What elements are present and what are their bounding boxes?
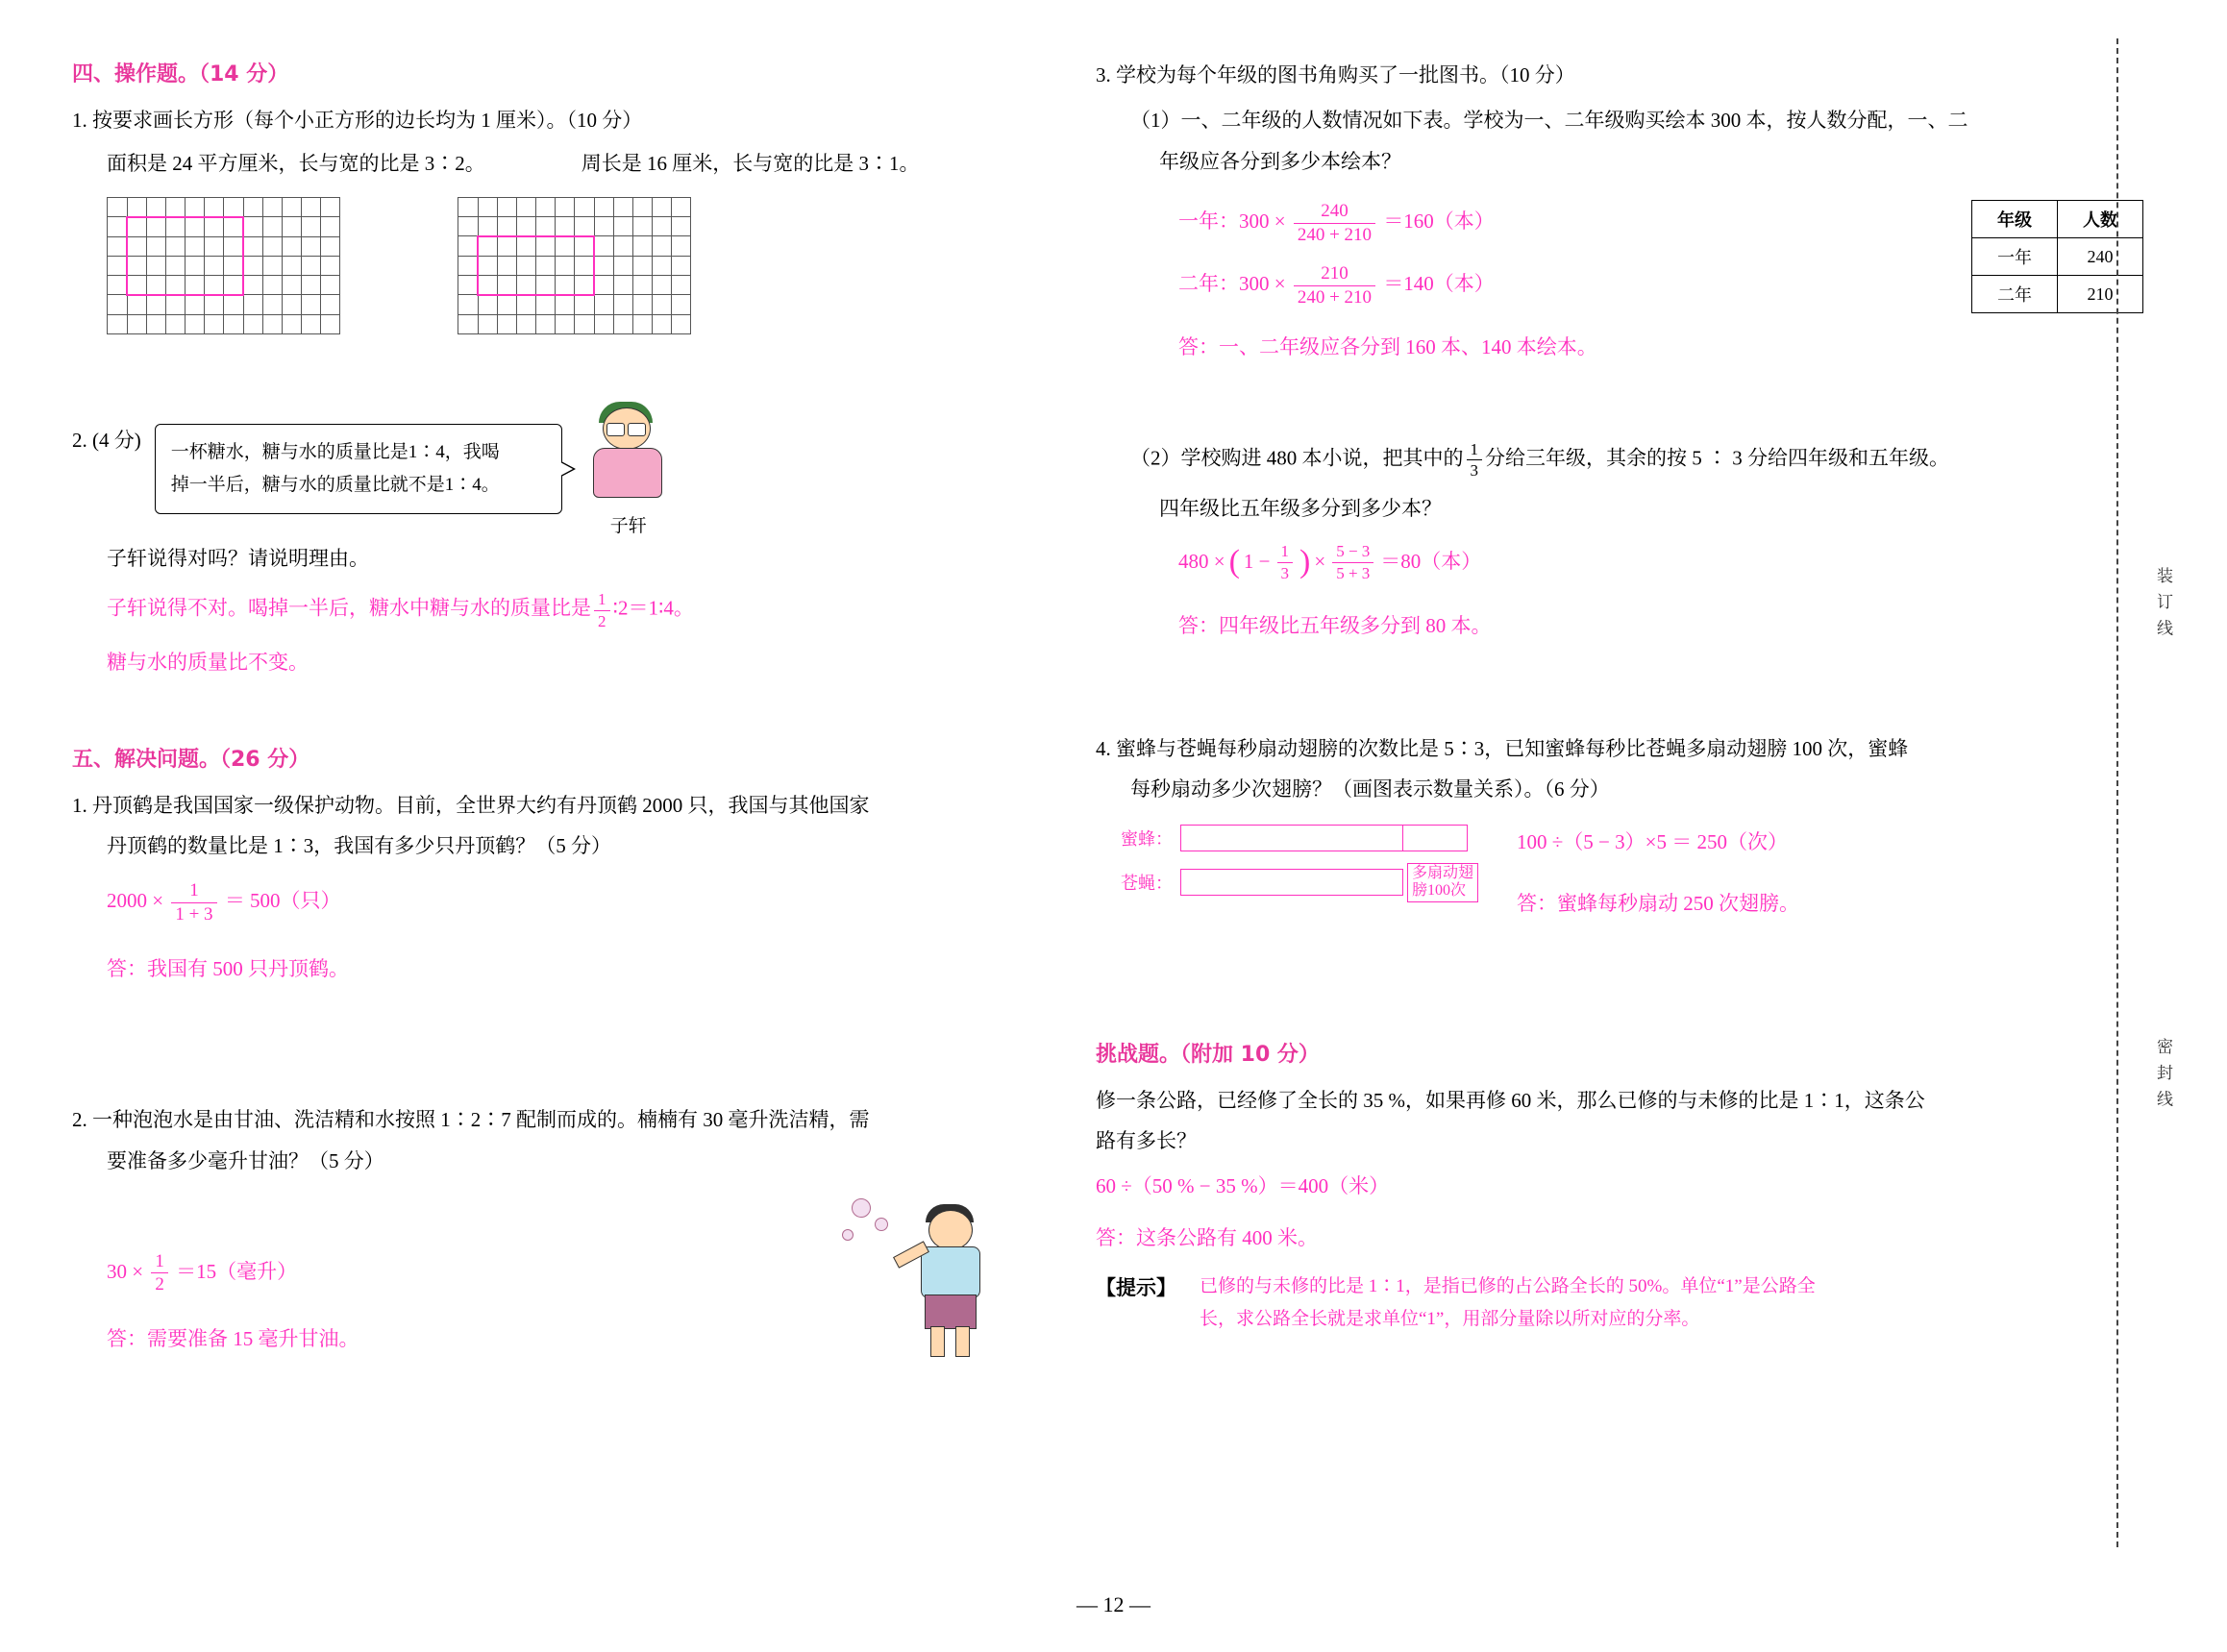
q3-eq3-fraction-2: $\frac{5 - 3}{5 + 3}$	[1332, 541, 1373, 583]
q3-line1: 3. 学校为每个年级的图书角购买了一批图书。（10 分）	[1096, 63, 1575, 86]
q3-sub2-line2: 四年级比五年级多分到多少本？	[1159, 496, 1442, 520]
cell-grade-2: 二年	[1972, 276, 2058, 313]
q5-1-fraction: $\frac{1}{1 + 3}$	[171, 879, 216, 926]
section-5-heading: 五、解决问题。（26 分）	[72, 747, 310, 772]
left-column	[72, 58, 1048, 1358]
q4-2-answer-line1b: ∶2＝1∶4。	[612, 596, 694, 620]
q3-eq2-pre: 二年：300 ×	[1178, 271, 1286, 295]
challenge-line1: 修一条公路，已经修了全长的 35 %，如果再修 60 米，那么已修的与未修的比是 1∶1，这条公	[1096, 1088, 1925, 1112]
q4-line1: 4. 蜜蜂与苍蝇每秒扇动翅膀的次数比是 5∶3，已知蜜蜂每秒比苍蝇多扇动翅膀 100 次，蜜蜂	[1096, 736, 1909, 760]
tip-label: 【提示】	[1096, 1275, 1176, 1299]
q3-sub1-line1: （1）一、二年级的人数情况如下表。学校为一、二年级购买绘本 300 本，按人数分配，一、二	[1130, 108, 1968, 132]
q5-2-line1: 2. 一种泡泡水是由甘油、洗洁精和水按照 1∶2∶7 配制而成的。楠楠有 30 毫升洗洁精，需	[72, 1108, 870, 1132]
q5-1-eq-pre: 2000 ×	[107, 889, 164, 913]
q3-sub2-fraction: $\frac{1}{3}$	[1467, 439, 1483, 481]
q4-2-answer-line2: 糖与水的质量比不变。	[107, 650, 309, 674]
side-text-binding: 装 订 线	[2154, 567, 2172, 639]
q3-eq1-post: ＝160（本）	[1383, 210, 1495, 234]
q4-1-sub-b: 周长是 16 厘米，长与宽的比是 3∶1。	[581, 151, 920, 175]
q3-eq1-pre: 一年：300 ×	[1178, 210, 1286, 234]
q5-2-line2: 要准备多少毫升甘油？（5 分）	[107, 1149, 384, 1173]
bubble-line-2: 掉一半后，糖与水的质量比就不是1∶4。	[170, 475, 500, 495]
q3-eq3-post: ＝80（本）	[1380, 550, 1482, 574]
q5-1-answer: 答：我国有 500 只丹顶鹤。	[107, 956, 349, 980]
tip-line-1: 已修的与未修的比是 1∶1，是指已修的占公路全长的 50%。单位“1”是公路全	[1200, 1275, 1816, 1296]
q3-eq2-fraction: $\frac{210}{240 + 210}$	[1294, 262, 1375, 309]
q4-1-sub-a: 面积是 24 平方厘米，长与宽的比是 3∶2。	[107, 151, 485, 175]
challenge-heading: 挑战题。（附加 10 分）	[1096, 1042, 1320, 1067]
q5-2-eq-pre: 30 ×	[107, 1259, 144, 1283]
q3-answer-1: 答：一、二年级应各分到 160 本、140 本绘本。	[1178, 335, 1597, 359]
diagram-note-2: 膀100次	[1412, 882, 1467, 900]
speech-bubble	[155, 424, 562, 514]
q3-eq3-fraction-1: $\frac{1}{3}$	[1277, 541, 1294, 583]
kid-name-label: 子轩	[609, 515, 647, 536]
q5-2-eq-post: ＝15（毫升）	[176, 1259, 298, 1283]
diagram-label-fly: 苍蝇：	[1121, 874, 1173, 894]
challenge-line2: 路有多长？	[1096, 1129, 1197, 1153]
cell-count-2: 210	[2058, 276, 2143, 313]
grid-figure-b	[458, 197, 691, 334]
page-number: — 12 —	[1076, 1592, 1151, 1616]
table-header-count: 人数	[2058, 201, 2143, 238]
grid-figure-a	[107, 197, 340, 334]
diagram-note-1: 多扇动翅	[1412, 865, 1474, 882]
q5-1-eq-post: ＝ 500（只）	[224, 889, 341, 913]
q4-2-ask: 子轩说得对吗？请说明理由。	[107, 546, 369, 570]
challenge-answer: 答：这条公路有 400 米。	[1096, 1225, 1318, 1249]
q3-answer-2: 答：四年级比五年级多分到 80 本。	[1178, 613, 1492, 637]
table-header-grade: 年级	[1972, 201, 2058, 238]
diagram-label-bee: 蜜蜂：	[1121, 829, 1173, 850]
cell-grade-1: 一年	[1972, 238, 2058, 276]
section-4-heading: 四、操作题。（14 分）	[72, 62, 289, 86]
q5-2-answer: 答：需要准备 15 毫升甘油。	[107, 1327, 359, 1351]
q3-sub1-line2: 年级应各分到多少本绘本？	[1159, 149, 1401, 173]
bar-diagram	[1121, 825, 1478, 923]
q3-sub2-line1a: （2）学校购进 480 本小说，把其中的	[1130, 446, 1464, 470]
q4-2-answer-line1a: 子轩说得不对。喝掉一半后，糖水中糖与水的质量比是	[107, 596, 591, 620]
q3-eq2-post: ＝140（本）	[1383, 271, 1495, 295]
q4-2-label: 2. (4 分)	[72, 428, 141, 452]
challenge-equation: 60 ÷（50 % − 35 %）＝400（米）	[1096, 1174, 1390, 1198]
q3-eq3-pre: 480 ×	[1178, 550, 1225, 574]
q5-2-fraction: $\frac{1}{2}$	[151, 1250, 168, 1297]
q4-equation: 100 ÷（5 − 3）×5 ＝ 250（次）	[1517, 830, 1788, 854]
bubble-blowing-kid-illustration	[827, 1185, 1048, 1358]
bubble-line-1: 一杯糖水，糖与水的质量比是1∶4，我喝	[170, 441, 500, 462]
q3-eq1-fraction: $\frac{240}{240 + 210}$	[1294, 200, 1375, 247]
q5-1-line2: 丹顶鹤的数量比是 1∶3，我国有多少只丹顶鹤？（5 分）	[107, 834, 611, 858]
tip-line-2: 长，求公路全长就是求单位“1”，用部分量除以所对应的分率。	[1200, 1308, 1700, 1329]
cell-count-1: 240	[2058, 238, 2143, 276]
q3-eq3-inner-pre: 1 −	[1243, 550, 1271, 574]
boy-zixuan-illustration	[576, 402, 681, 507]
q3-eq3-mid: ×	[1314, 550, 1326, 574]
side-text-seal: 密 封 线	[2154, 1038, 2172, 1110]
q4-answer: 答：蜜蜂每秒扇动 250 次翅膀。	[1517, 891, 1800, 915]
answer-fraction: $\frac{1}{2}$	[594, 589, 610, 631]
q4-line2: 每秒扇动多少次翅膀？（画图表示数量关系）。（6 分）	[1130, 777, 1610, 801]
fold-dashed-line	[2116, 38, 2118, 1547]
q3-sub2-line1b: 分给三年级，其余的按 5 ∶ 3 分给四年级和五年级。	[1485, 446, 1949, 470]
q4-1-text: 1. 按要求画长方形（每个小正方形的边长均为 1 厘米）。（10 分）	[72, 109, 643, 132]
q5-1-line1: 1. 丹顶鹤是我国国家一级保护动物。目前，全世界大约有丹顶鹤 2000 只，我国与其他国家	[72, 793, 870, 817]
right-column: 3. 学校为每个年级的图书角购买了一批图书。（10 分） （1）一、二年级的人数情况如下表。学校为一、二年级购买绘本 300 本，按人数分配，一、二 年级应各分到多少本绘本？ 一年：300 × $\frac{240}{240 + 210}$ ＝160（本） 二年：300 × $\frac{210}{240 + 210}$ ＝140（本） 答：一、二年级应各分到 160 本、140 本绘本。 年级 人数 一年 240 二年 210 （2）学校购进 480 本小说，把其中的 $\frac{1}{3}$ 分给三年级，其余的按 5 ∶ 3 分给四年级和五年级。 四年级比五年级多分到多少本？ 480 × ( 1 − $\frac{1}{3}$ ) × $\frac{5 - 3}{5 + 3}$ ＝80（本） 答：四年级比五年级多分到 80 本。 4. 蜜蜂与苍蝇每秒扇动翅膀的次数比是 5∶3，已知蜜蜂每秒比苍蝇多扇动翅膀 100 次，蜜蜂 每秒扇动多少次翅膀？（画图表示数量关系）。（6 分） 蜜蜂： 苍蝇： 多扇动翅 膀100次 100 ÷（5 − 3）×5 ＝ 250（次） 答：蜜蜂每秒扇动 250 次翅膀。 挑战题。（附加 10 分） 修一条公路，已经修了全长的 35 %，如果再修 60 米，那么已修的与未修的比是 1∶1，这条公 路有多长？ 60 ÷（50 % − 35 %）＝400（米） 答：这条公路有 400 米。 【提示】 已修的与未修的比是 1∶1，是指已修的占公路全长的 50%。单位“1”是公路全 长，求公路全长就是求单位“1”，用部分量除以所对应的分率。	[1096, 58, 2153, 1336]
